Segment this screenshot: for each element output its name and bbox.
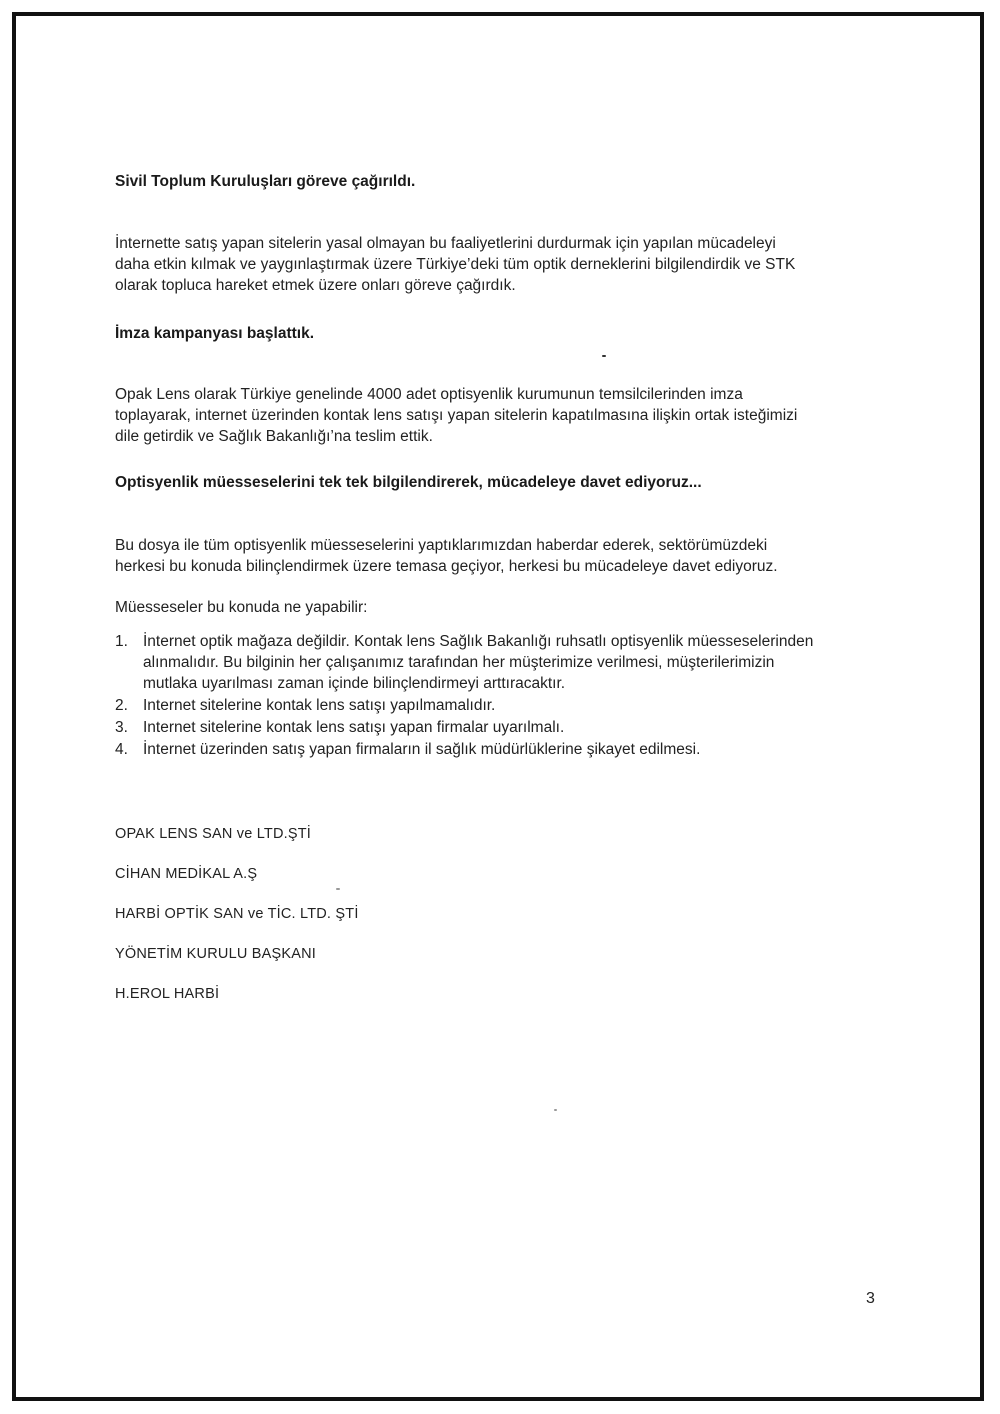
page-number: 3 (866, 1290, 875, 1307)
paragraph-opak-lens (115, 384, 875, 447)
list-number: 3. (115, 719, 128, 736)
paragraph-internet-sales (115, 233, 875, 296)
paragraph-line: İnternette satış yapan sitelerin yasal olmayan bu faaliyetlerini durdurmak için yapılan mücadeleyi (115, 235, 776, 252)
paragraph-line: Müesseseler bu konuda ne yapabilir: (115, 599, 368, 616)
heading-invite-institutions: Optisyenlik müesseselerini tek tek bilgilendirerek, mücadeleye davet ediyoruz... (115, 474, 702, 491)
scan-speck (602, 355, 606, 357)
paragraph-this-file (115, 535, 875, 577)
action-list (115, 631, 875, 761)
paragraph-line: Opak Lens olarak Türkiye genelinde 4000 adet optisyenlik kurumunun temsilcilerinden imza (115, 386, 743, 403)
list-line: alınmalıdır. Bu bilginin her çalışanımız tarafından her müşterimize verilmesi, müşterilerimizin (143, 654, 775, 671)
heading-signature-campaign: İmza kampanyası başlattık. (115, 325, 315, 342)
list-item (115, 631, 875, 694)
paragraph-line: olarak topluca hareket etmek üzere onları göreve çağırdık. (115, 277, 516, 294)
paragraph-what-can-do (115, 597, 875, 618)
list-number: 4. (115, 741, 128, 758)
signature-title: YÖNETİM KURULU BAŞKANI (115, 946, 316, 962)
list-number: 1. (115, 633, 128, 650)
list-line: mutlaka uyarılması zaman içinde bilinçlendirmeyi arttıracaktır. (143, 675, 566, 692)
paragraph-line: Bu dosya ile tüm optisyenlik müesseselerini yaptıklarımızdan haberdar ederek, sektörümüzdeki (115, 537, 768, 554)
scan-speck (554, 1109, 557, 1111)
paragraph-line: herkesi bu konuda bilinçlendirmek üzere temasa geçiyor, herkesi bu mücadeleye davet ediyoruz. (115, 558, 778, 575)
paragraph-line: toplayarak, internet üzerinden kontak lens satışı yapan sitelerin kapatılmasına ilişkin ortak isteğimizi (115, 407, 798, 424)
paragraph-line: daha etkin kılmak ve yaygınlaştırmak üzere Türkiye’deki tüm optik derneklerini bilgilendirdik ve STK (115, 256, 796, 273)
signature-company-cihan: CİHAN MEDİKAL A.Ş (115, 866, 258, 882)
signature-company-opak: OPAK LENS SAN ve LTD.ŞTİ (115, 826, 312, 842)
list-line: İnternet üzerinden satış yapan firmaların il sağlık müdürlüklerine şikayet edilmesi. (143, 741, 701, 758)
list-line: Internet sitelerine kontak lens satışı yapan firmalar uyarılmalı. (143, 719, 565, 736)
scan-speck (336, 888, 340, 890)
list-line: İnternet optik mağaza değildir. Kontak lens Sağlık Bakanlığı ruhsatlı optisyenlik müesseselerinden (143, 633, 814, 650)
heading-civil-society: Sivil Toplum Kuruluşları göreve çağırıldı. (115, 173, 416, 190)
signature-name: H.EROL HARBİ (115, 986, 220, 1002)
paragraph-line: dile getirdik ve Sağlık Bakanlığı’na teslim ettik. (115, 428, 433, 445)
list-item (115, 717, 875, 738)
signature-company-harbi: HARBİ OPTİK SAN ve TİC. LTD. ŞTİ (115, 906, 359, 922)
list-item (115, 739, 875, 760)
list-item (115, 695, 875, 716)
list-number: 2. (115, 697, 128, 714)
list-line: Internet sitelerine kontak lens satışı yapılmamalıdır. (143, 697, 496, 714)
